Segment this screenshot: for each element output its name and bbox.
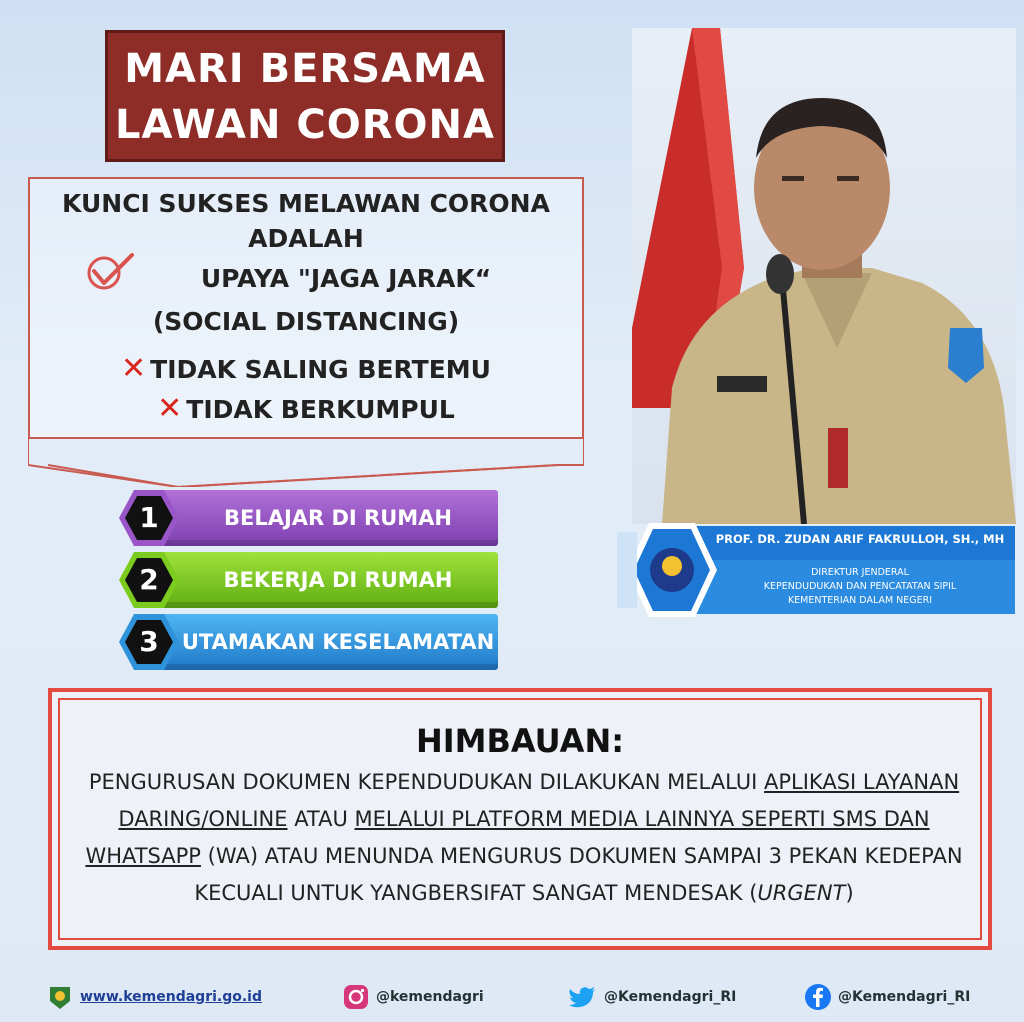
website-link[interactable]: www.kemendagri.go.id xyxy=(80,989,262,1005)
notice-text-2: ATAU xyxy=(287,807,355,831)
role-line-1: DIREKTUR JENDERAL xyxy=(811,567,909,578)
facebook-icon xyxy=(804,983,832,1011)
footer-instagram[interactable] xyxy=(342,983,484,1011)
step-1-label: BELAJAR DI RUMAH xyxy=(158,490,498,546)
key-success-callout xyxy=(28,177,584,439)
footer xyxy=(0,975,1024,1015)
title-line-1: MARI BERSAMA xyxy=(124,46,486,92)
kemendagri-logo-icon xyxy=(46,983,74,1011)
notice-text-4: ) xyxy=(845,881,854,905)
step-1-number: 1 xyxy=(139,501,159,534)
step-2-label: BEKERJA DI RUMAH xyxy=(158,552,498,608)
cross-icon: ✕ xyxy=(157,391,183,426)
official-photo xyxy=(632,28,1016,524)
notice-link-app: APLIKASI LAYANAN DARING/ONLINE xyxy=(118,770,960,831)
twitter-icon xyxy=(568,983,598,1011)
callout-line-2: ADALAH xyxy=(248,224,364,253)
callout-line-5-text: TIDAK SALING BERTEMU xyxy=(150,355,491,384)
instagram-handle[interactable]: @kemendagri xyxy=(376,989,484,1005)
notice-link-platform: MELALUI PLATFORM MEDIA LAINNYA SEPERTI SMS DAN WHATSAPP xyxy=(85,807,930,868)
callout-line-5 xyxy=(30,351,582,386)
notice-title: HIMBAUAN: xyxy=(415,722,625,760)
official-name: PROF. DR. ZUDAN ARIF FAKRULLOH, SH., MH xyxy=(715,532,1005,546)
official-role xyxy=(705,566,1015,608)
notice-text-3: (WA) ATAU MENUNDA MENGURUS DOKUMEN SAMPAI 3 PEKAN KEDEPAN KECUALI UNTUK YANGBERSIFAT SANGAT MENDESAK ( xyxy=(194,844,963,905)
notice-box xyxy=(48,688,992,950)
role-line-2: KEPENDUDUKAN DAN PENCATATAN SIPIL xyxy=(763,581,957,592)
instagram-icon xyxy=(342,983,370,1011)
step-3 xyxy=(118,614,498,670)
twitter-handle[interactable]: @Kemendagri_RI xyxy=(604,989,737,1005)
title-line-2: LAWAN CORONA xyxy=(115,102,495,148)
callout-line-4: (SOCIAL DISTANCING) xyxy=(152,307,460,336)
notice-text-1: PENGURUSAN DOKUMEN KEPENDUDUKAN DILAKUKAN MELALUI xyxy=(88,770,764,794)
campaign-title xyxy=(105,30,505,162)
role-line-3: KEMENTERIAN DALAM NEGERI xyxy=(787,595,933,606)
facebook-handle[interactable]: @Kemendagri_RI xyxy=(838,989,971,1005)
step-3-number: 3 xyxy=(139,625,159,658)
step-2 xyxy=(118,552,498,608)
step-1 xyxy=(118,490,498,546)
callout-line-6 xyxy=(30,391,582,426)
callout-tail xyxy=(28,437,584,487)
callout-line-1: KUNCI SUKSES MELAWAN CORONA xyxy=(62,189,550,218)
callout-line-3: UPAYA "JAGA JARAK“ xyxy=(200,264,492,293)
speaker-illustration xyxy=(632,28,1016,524)
notice-body xyxy=(72,764,976,912)
callout-line-6-text: TIDAK BERKUMPUL xyxy=(186,395,455,424)
step-3-label: UTAMAKAN KESELAMATAN xyxy=(158,614,498,670)
footer-facebook[interactable] xyxy=(804,983,970,1011)
step-2-number: 2 xyxy=(139,563,159,596)
notice-urgent: URGENT xyxy=(757,881,846,905)
footer-website[interactable] xyxy=(46,983,262,1011)
cross-icon: ✕ xyxy=(121,351,147,386)
footer-twitter[interactable] xyxy=(568,983,736,1011)
